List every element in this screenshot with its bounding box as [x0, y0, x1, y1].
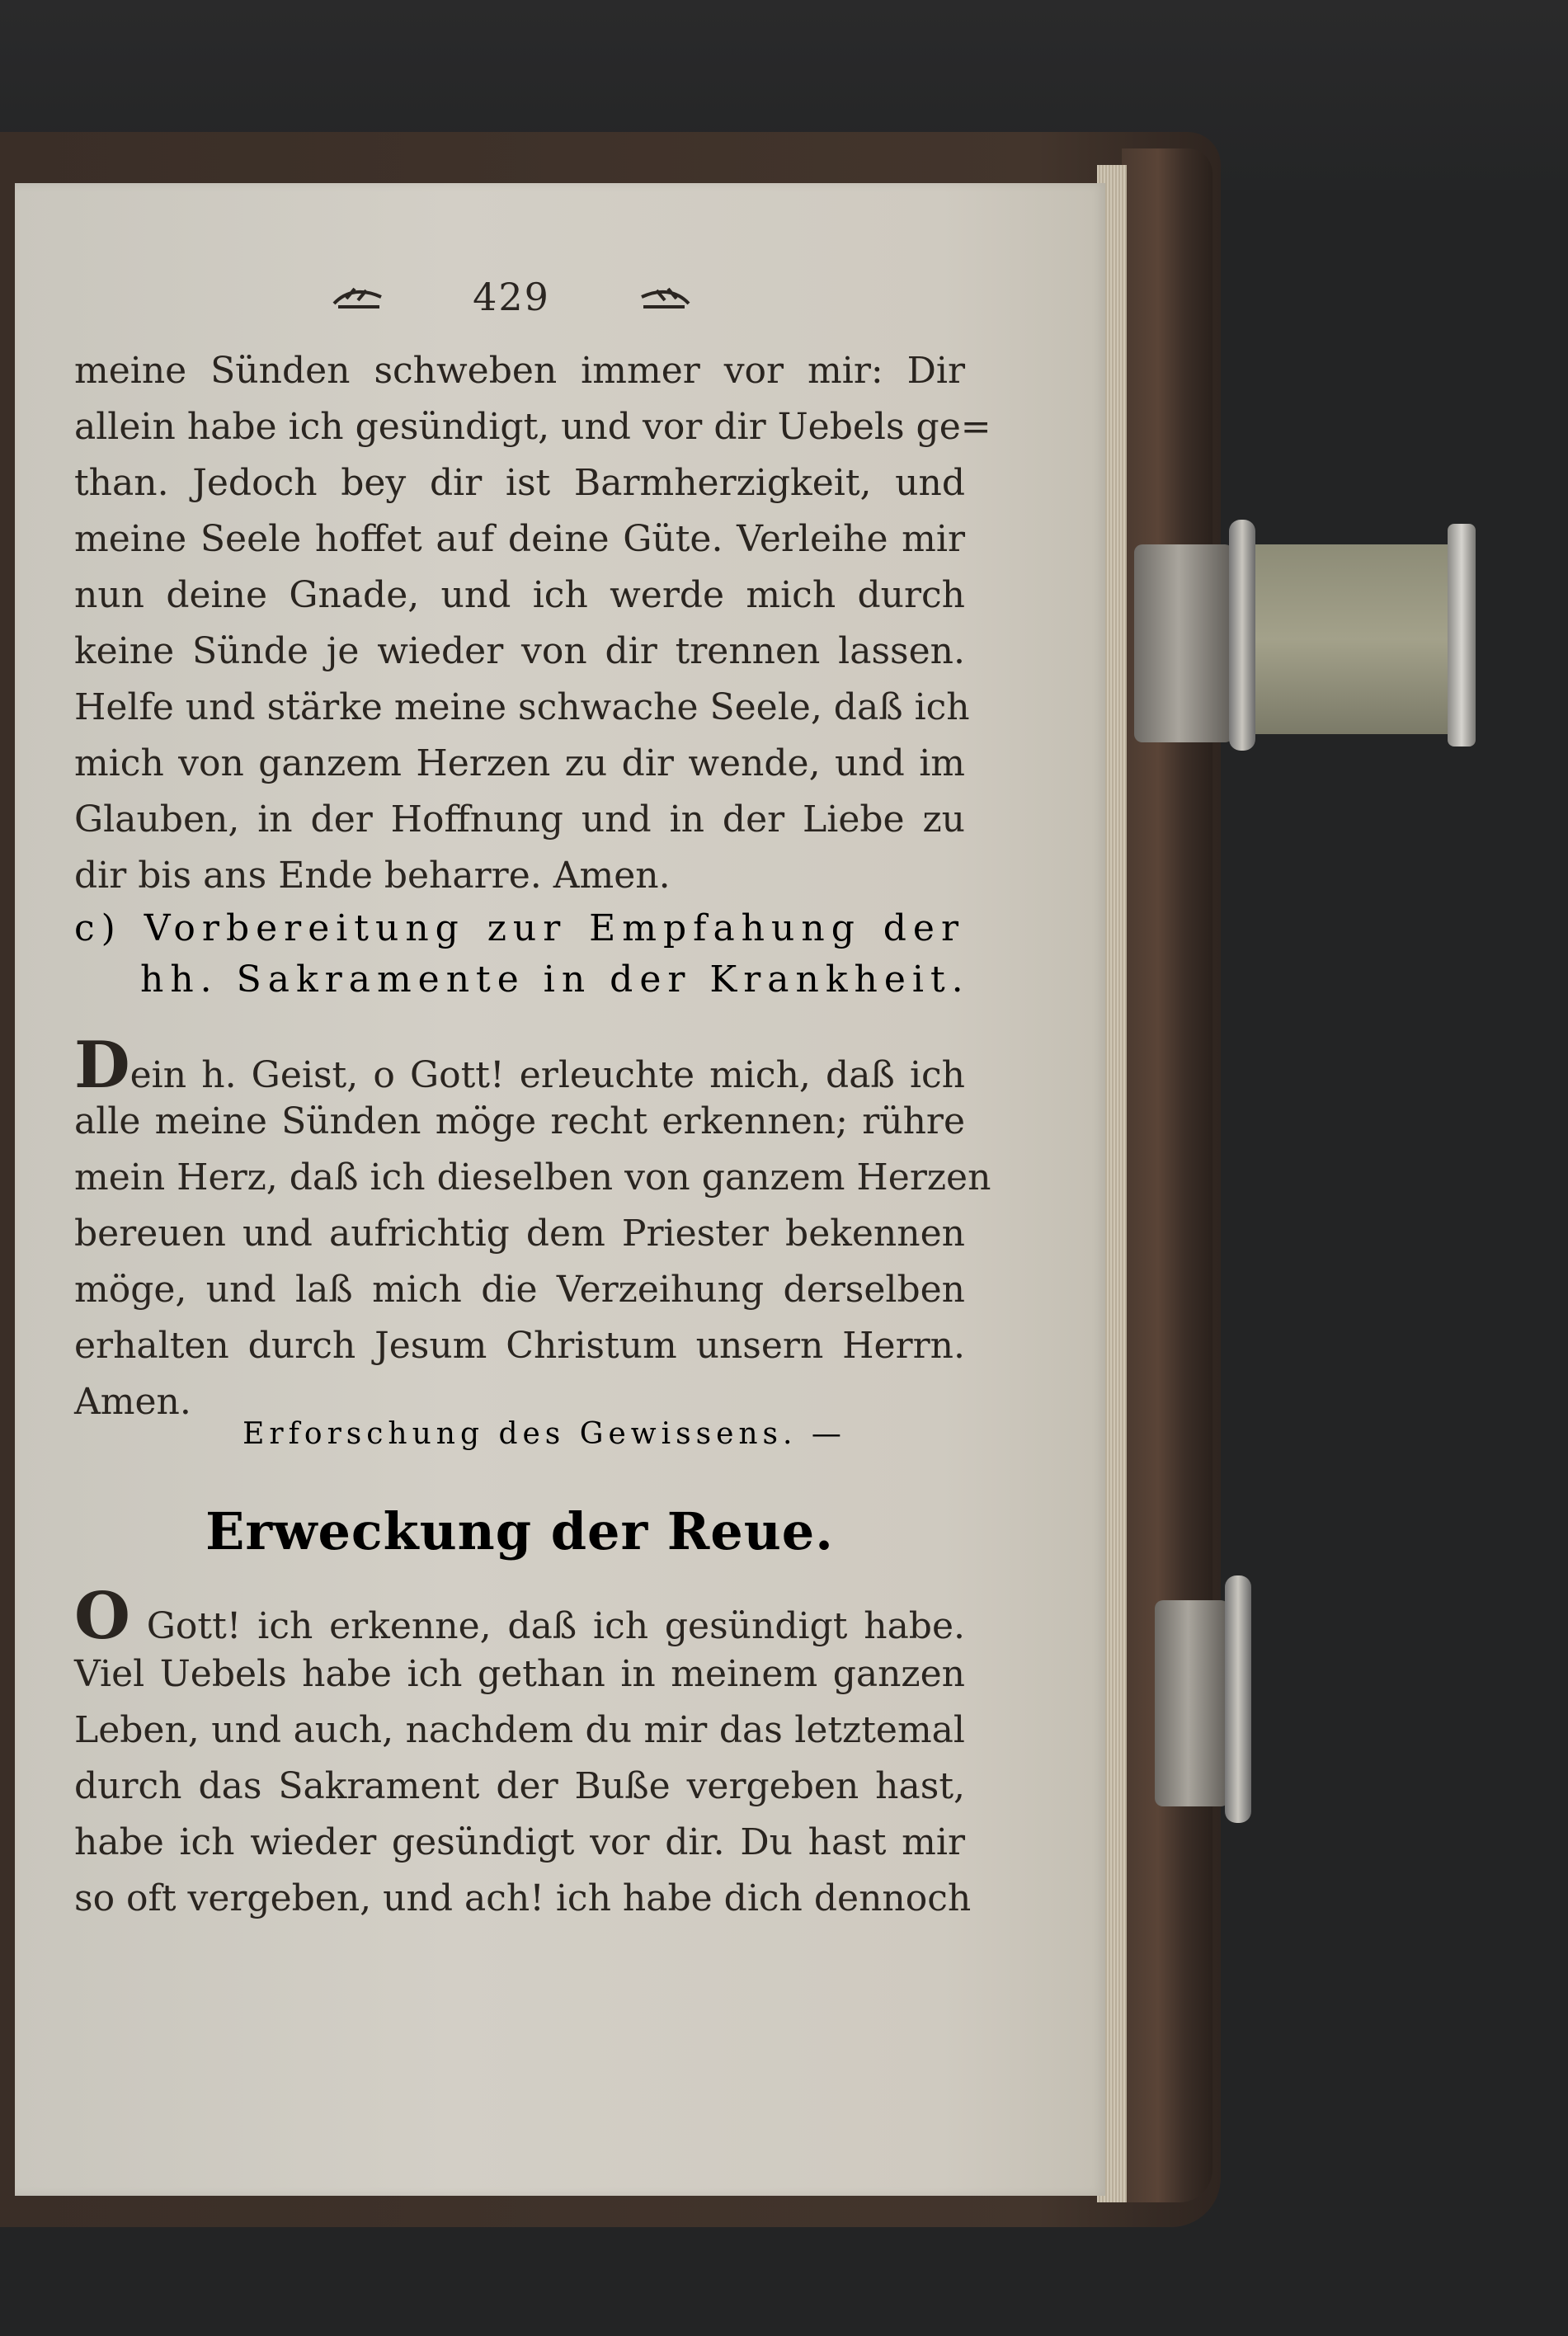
text-line: keine Sünde je wieder von dir trennen lassen. [74, 630, 965, 672]
text-line: Gott! ich erkenne, daß ich gesündigt habe. [146, 1605, 965, 1647]
clasp-tab [1448, 524, 1476, 746]
text-line: allein habe ich gesündigt, und vor dir Uebels ge= [74, 406, 991, 448]
text-line: so oft vergeben, und ach! ich habe dich dennoch [74, 1877, 972, 1919]
text-line: möge, und laß mich die Verzeihung derselben [74, 1269, 965, 1311]
text-line: mein Herz, daß ich dieselben von ganzem Herzen [74, 1156, 991, 1199]
drop-cap: D [74, 1028, 130, 1103]
section-heading-c-continued: hh. Sakramente in der Krankheit. [140, 958, 970, 1001]
book-clasp-top [1134, 520, 1481, 751]
text-line: dir bis ans Ende beharre. Amen. [74, 855, 671, 897]
text-line: Viel Uebels habe ich gethan in meinem ganzen [74, 1653, 965, 1695]
text-line: bereuen und aufrichtig dem Priester bekennen [74, 1213, 965, 1255]
text-line: durch das Sakrament der Buße vergeben hast, [74, 1765, 965, 1807]
cover-edge [1122, 148, 1212, 2202]
page-number: 429 [473, 275, 550, 319]
clasp-hinge [1134, 544, 1233, 742]
text-line: meine Sünden schweben immer vor mir: Dir [74, 350, 965, 392]
clasp-pin [1225, 1575, 1251, 1823]
text-line: habe ich wieder gesündigt vor dir. Du hast mir [74, 1821, 965, 1863]
section-title: Erweckung der Reue. [205, 1501, 834, 1561]
clasp-hinge [1155, 1600, 1229, 1806]
text-line: Glauben, in der Hoffnung und in der Liebe zu [74, 798, 965, 841]
drop-cap: O [74, 1579, 130, 1654]
text-line: ein h. Geist, o Gott! erleuchte mich, daß ich [129, 1054, 965, 1096]
text-line: meine Seele hoffet auf deine Güte. Verleihe mir [74, 518, 965, 560]
page-header [330, 264, 693, 330]
text-line: Amen. [74, 1381, 191, 1423]
text-line: Helfe und stärke meine schwache Seele, daß ich [74, 686, 970, 728]
ornament-left-icon [330, 282, 388, 312]
ornament-right-icon [635, 282, 693, 312]
section-heading-c: c) Vorbereitung zur Empfahung der [74, 907, 965, 949]
text-line: nun deine Gnade, und ich werde mich durch [74, 574, 965, 616]
text-line: erhalten durch Jesum Christum unsern Herrn. [74, 1325, 965, 1367]
text-line: alle meine Sünden möge recht erkennen; rühre [74, 1100, 965, 1142]
clasp-plate [1250, 544, 1456, 734]
text-line: mich von ganzem Herzen zu dir wende, und im [74, 742, 965, 784]
book-clasp-bottom [1155, 1567, 1270, 1831]
clasp-pin [1229, 520, 1255, 751]
text-line: Leben, und auch, nachdem du mir das letztemal [74, 1709, 965, 1751]
sub-note: Erforschung des Gewissens. — [242, 1417, 846, 1451]
text-line: than. Jedoch bey dir ist Barmherzigkeit, und [74, 462, 965, 504]
